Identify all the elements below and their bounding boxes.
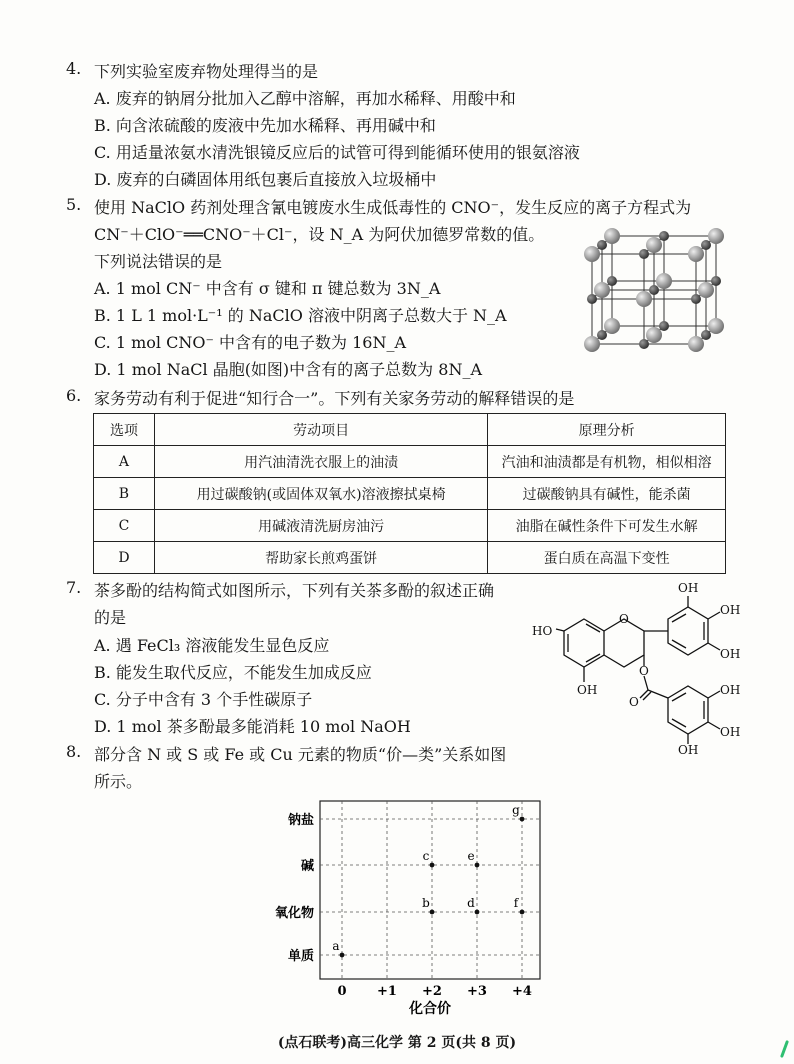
x-tick-labels bbox=[337, 984, 532, 999]
point-a bbox=[340, 953, 345, 958]
q5-stem-line2: CN⁻＋ClO⁻══CNO⁻＋Cl⁻，设 N_A 为阿伏加德罗常数的值。 bbox=[94, 225, 545, 244]
q4-stem: 下列实验室废弃物处理得当的是 bbox=[94, 62, 319, 81]
q5-stem-line3: 下列说法错误的是 bbox=[94, 252, 223, 271]
point-b bbox=[430, 910, 435, 915]
q5-number: 5. bbox=[66, 195, 82, 214]
nacl-crystal-figure bbox=[578, 222, 732, 356]
tea-polyphenol-structure bbox=[532, 574, 752, 754]
q7-option-b: B. 能发生取代反应，不能发生加成反应 bbox=[94, 663, 372, 682]
q7-stem-line1: 茶多酚的结构简式如图所示，下列有关茶多酚的叙述正确 bbox=[94, 581, 495, 600]
table-cell: 帮助家长煎鸡蛋饼 bbox=[154, 542, 487, 574]
table-cell: 用过碳酸钠(或固体双氧水)溶液擦拭桌椅 bbox=[154, 478, 487, 510]
table-cell: 过碳酸钠具有碱性，能杀菌 bbox=[488, 478, 726, 510]
table-header-cell: 选项 bbox=[94, 414, 155, 446]
x-axis-label: 化合价 bbox=[409, 1001, 451, 1017]
point-g bbox=[520, 817, 525, 822]
y-tick-label: 氧化物 bbox=[274, 906, 314, 921]
y-tick-labels bbox=[275, 812, 314, 964]
table-header-cell: 原理分析 bbox=[488, 414, 726, 446]
nacl-ions bbox=[584, 228, 724, 352]
point-label-f: f bbox=[513, 896, 519, 910]
point-label-a: a bbox=[332, 939, 340, 953]
q7-option-d: D. 1 mol 茶多酚最多能消耗 10 mol NaOH bbox=[94, 717, 411, 736]
table-cell: 汽油和油渍都是有机物，相似相溶 bbox=[488, 446, 726, 478]
table-cell: A bbox=[94, 446, 155, 478]
carbonyl-oxygen-label: O bbox=[629, 695, 639, 709]
oh-group-label: OH bbox=[720, 603, 741, 617]
table-row bbox=[94, 446, 726, 478]
q5-option-c: C. 1 mol CNO⁻ 中含有的电子数为 16N_A bbox=[94, 333, 407, 352]
table-cell: C bbox=[94, 510, 155, 542]
x-tick-label: 0 bbox=[337, 984, 347, 999]
y-tick-label: 单质 bbox=[287, 949, 314, 964]
chart-grid bbox=[320, 801, 540, 979]
q6-stem: 家务劳动有利于促进“知行合一”。下列有关家务劳动的解释错误的是 bbox=[94, 389, 575, 408]
q6-number: 6. bbox=[66, 386, 82, 405]
page-footer: (点石联考)高三化学 第 2 页(共 8 页) bbox=[277, 1035, 517, 1051]
q4-number: 4. bbox=[66, 59, 82, 78]
table-row bbox=[94, 542, 726, 574]
ho-group-label: HO bbox=[532, 624, 553, 638]
point-label-e: e bbox=[467, 849, 475, 863]
table-cell: D bbox=[94, 542, 155, 574]
q7-option-c: C. 分子中含有 3 个手性碳原子 bbox=[94, 690, 313, 709]
point-label-d: d bbox=[467, 896, 475, 910]
q5-stem-line1: 使用 NaClO 药剂处理含氰电镀废水生成低毒性的 CNO⁻，发生反应的离子方程式为 bbox=[94, 198, 692, 217]
oh-group-label: OH bbox=[678, 743, 699, 754]
q4-option-d: D. 废弃的白磷固体用纸包裹后直接放入垃圾桶中 bbox=[94, 170, 437, 189]
valence-class-chart bbox=[270, 795, 570, 1017]
point-e bbox=[475, 863, 480, 868]
table-cell: 用碱液清洗厨房油污 bbox=[154, 510, 487, 542]
ester-oxygen-label: O bbox=[639, 664, 649, 678]
q4-option-a: A. 废弃的钠屑分批加入乙醇中溶解，再加水稀释、用酸中和 bbox=[94, 89, 516, 108]
table-header-cell: 劳动项目 bbox=[154, 414, 487, 446]
point-label-c: c bbox=[422, 849, 430, 863]
point-d bbox=[475, 910, 480, 915]
point-c bbox=[430, 863, 435, 868]
chart-points bbox=[332, 803, 524, 957]
point-label-b: b bbox=[422, 896, 430, 910]
oh-group-label: OH bbox=[577, 683, 598, 697]
table-cell: 用汽油清洗衣服上的油渍 bbox=[154, 446, 487, 478]
y-tick-label: 碱 bbox=[300, 859, 314, 874]
oh-group-label: OH bbox=[678, 581, 699, 595]
table-row bbox=[94, 510, 726, 542]
q6-table bbox=[93, 413, 726, 574]
table-cell: 蛋白质在高温下变性 bbox=[488, 542, 726, 574]
oh-group-label: OH bbox=[720, 683, 741, 697]
y-tick-label: 钠盐 bbox=[287, 813, 314, 828]
q5-option-b: B. 1 L 1 mol·L⁻¹ 的 NaClO 溶液中阴离子总数大于 N_A bbox=[94, 306, 507, 325]
q4-option-b: B. 向含浓硫酸的废液中先加水稀释、再用碱中和 bbox=[94, 116, 436, 135]
table-cell: 油脂在碱性条件下可发生水解 bbox=[488, 510, 726, 542]
oh-group-label: OH bbox=[720, 725, 741, 739]
table-cell: B bbox=[94, 478, 155, 510]
x-tick-label: +3 bbox=[467, 984, 487, 999]
table-row bbox=[94, 478, 726, 510]
chart-frame bbox=[320, 801, 540, 979]
q7-stem-line2: 的是 bbox=[94, 608, 127, 627]
table-header-row bbox=[94, 414, 726, 446]
ring-oxygen-label: O bbox=[619, 612, 629, 626]
oh-group-label: OH bbox=[720, 647, 741, 661]
point-f bbox=[520, 910, 525, 915]
x-tick-label: +4 bbox=[512, 984, 532, 999]
q8-stem-line2: 所示。 bbox=[94, 772, 143, 791]
q7-number: 7. bbox=[66, 578, 82, 597]
q4-option-c: C. 用适量浓氨水清洗银镜反应后的试管可得到能循环使用的银氨溶液 bbox=[94, 143, 580, 162]
q5-option-d: D. 1 mol NaCl 晶胞(如图)中含有的离子总数为 8N_A bbox=[94, 360, 482, 379]
q8-stem-line1: 部分含 N 或 S 或 Fe 或 Cu 元素的物质“价—类”关系如图 bbox=[94, 745, 507, 764]
q8-number: 8. bbox=[66, 742, 82, 761]
q5-option-a: A. 1 mol CN⁻ 中含有 σ 键和 π 键总数为 3N_A bbox=[94, 279, 441, 298]
x-tick-label: +2 bbox=[422, 984, 442, 999]
x-tick-label: +1 bbox=[377, 984, 397, 999]
point-label-g: g bbox=[512, 803, 520, 817]
q7-option-a: A. 遇 FeCl₃ 溶液能发生显色反应 bbox=[94, 636, 330, 655]
